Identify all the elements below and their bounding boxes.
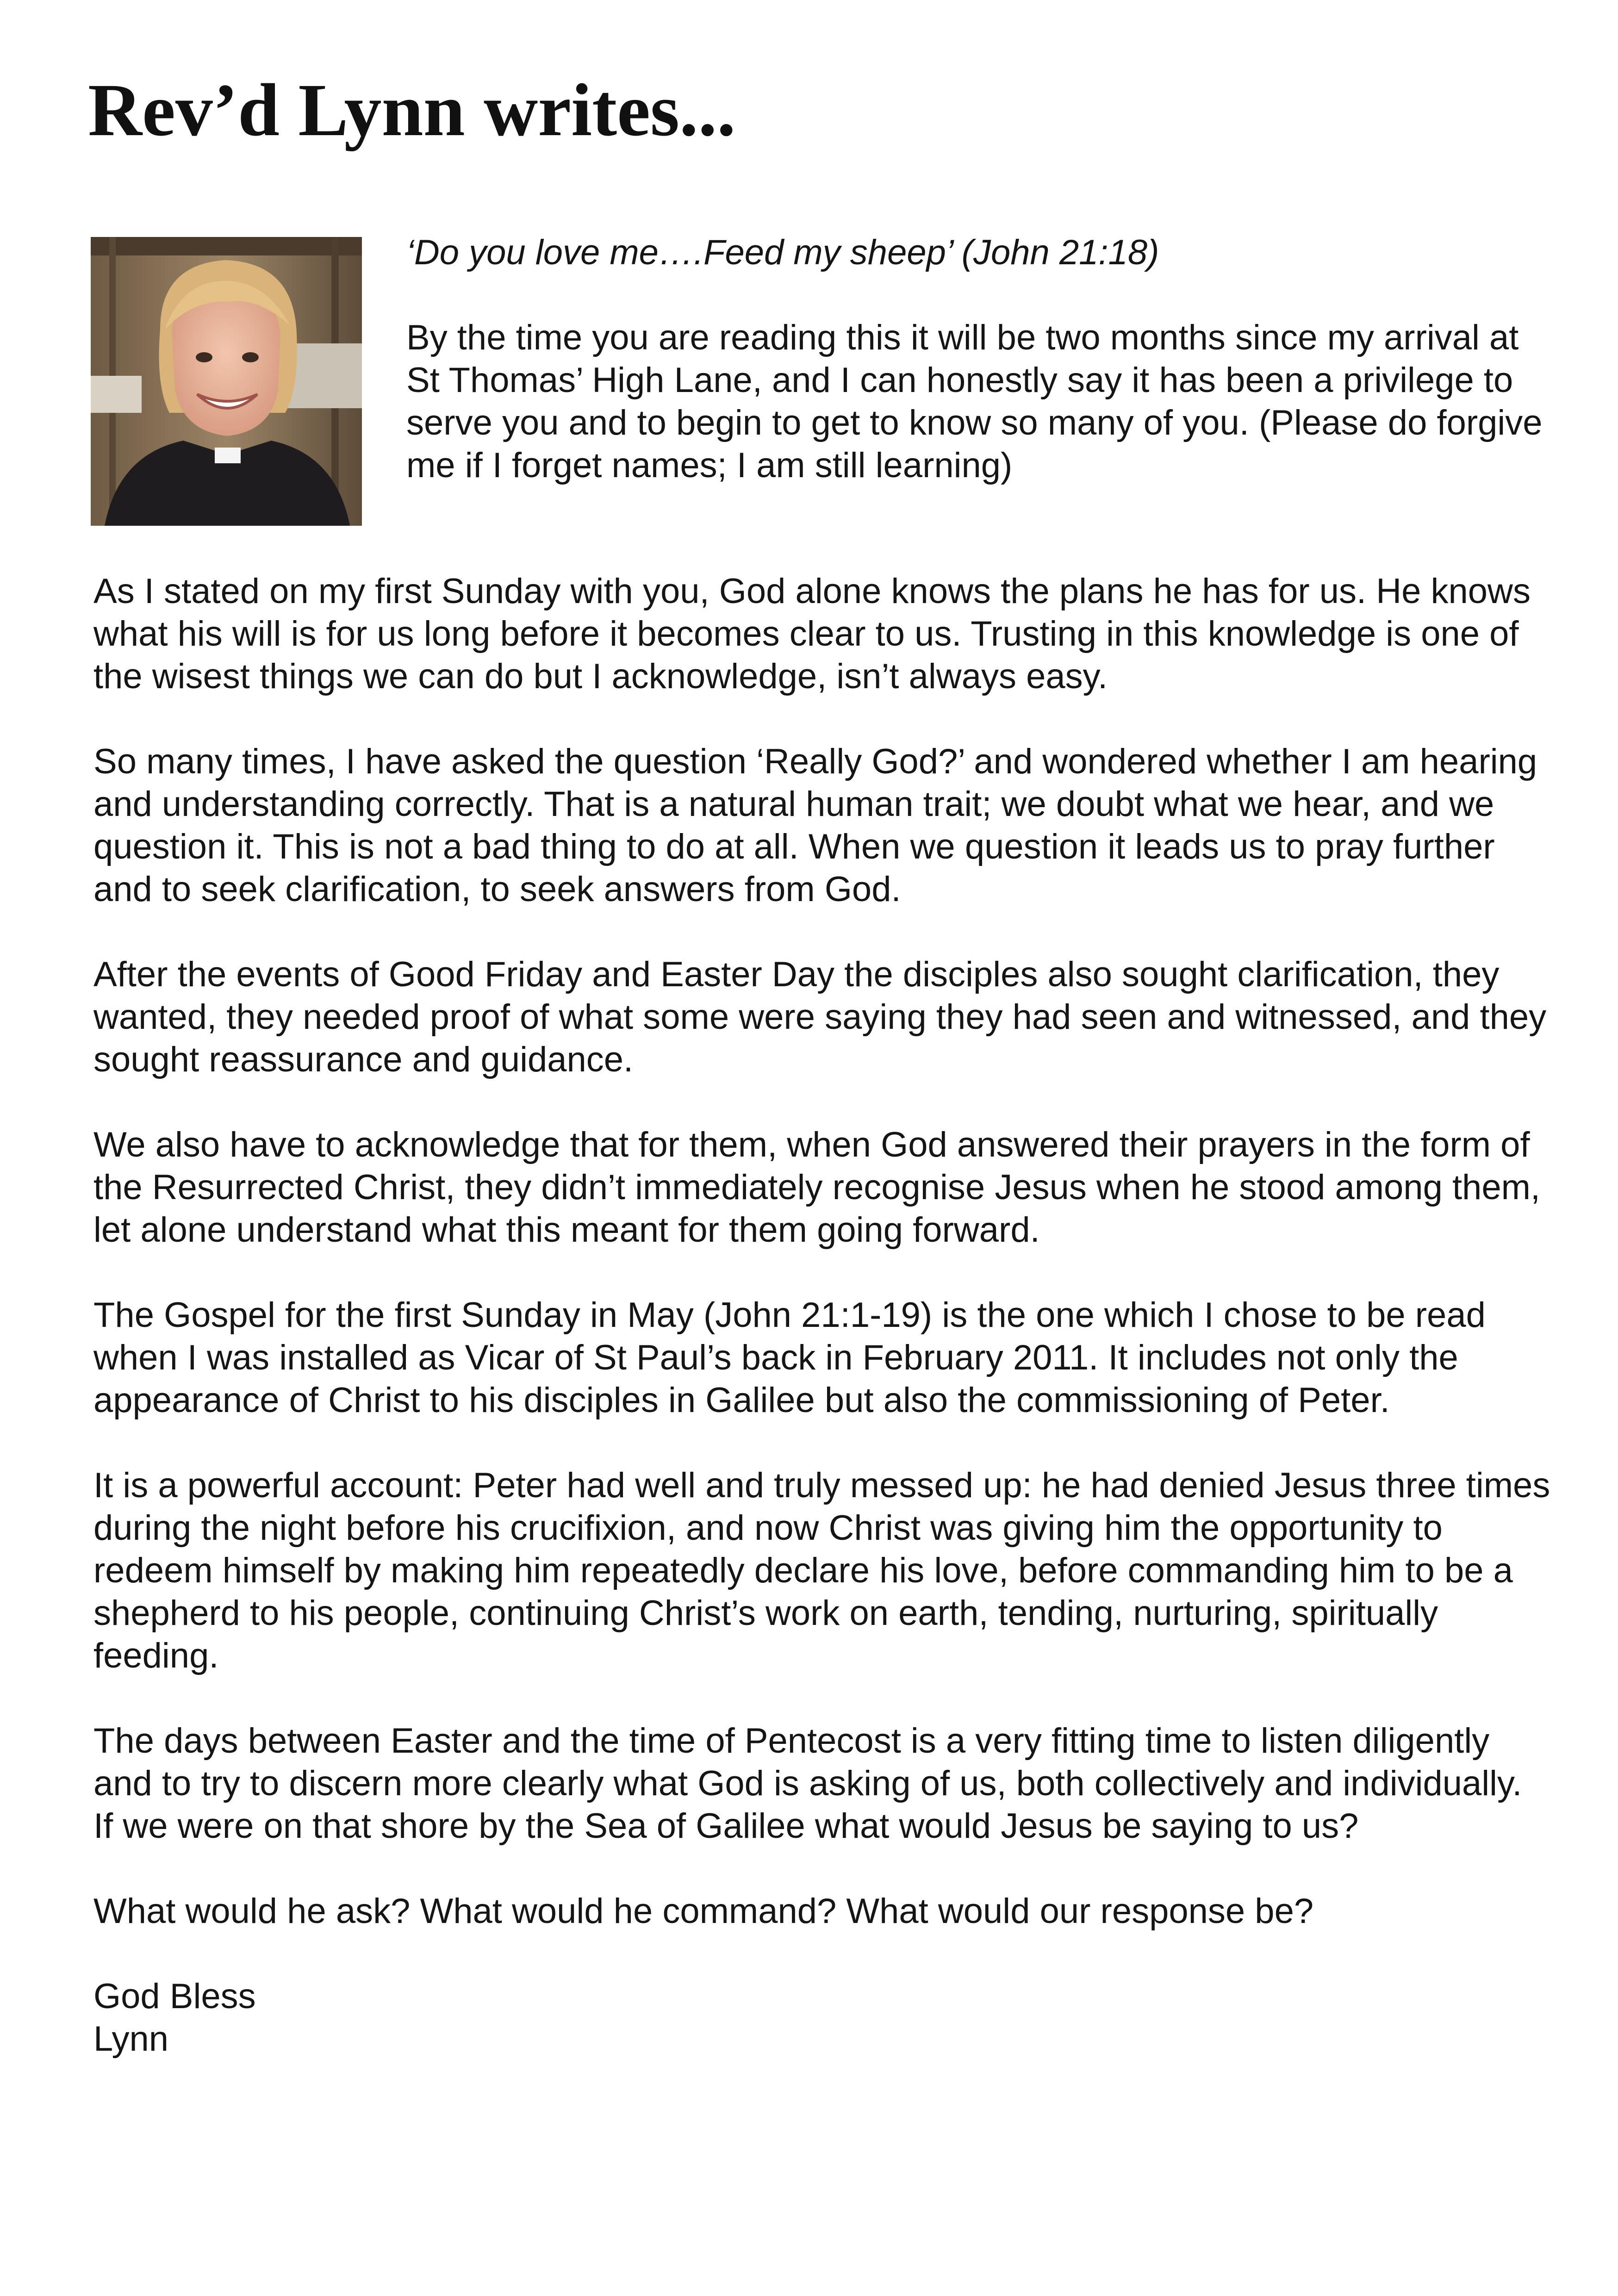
scripture-quote: ‘Do you love me….Feed my sheep’ (John 21:18): [406, 233, 1159, 272]
intro-block: [406, 231, 1545, 487]
signoff: [93, 1975, 1551, 2060]
paragraph: We also have to acknowledge that for them, when God answered their prayers in the form of the Resurrected Christ, they didn’t immediately recognise Jesus when he stood among them, let alone understand what this meant for them going forward.: [93, 1125, 1541, 1250]
paragraph: It is a powerful account: Peter had well and truly messed up: he had denied Jesus three times during the night before his crucifixion, and now Christ was giving him the opportunity to redeem himself by making him repeatedly declare his love, before commanding him to be a shepherd to his people, continuing Christ’s work on earth, tending, nurturing, spiritually feeding.: [93, 1466, 1550, 1675]
signoff-name: Lynn: [93, 2019, 168, 2059]
intro-paragraph: By the time you are reading this it will be two months since my arrival at St Thomas’ High Lane, and I can honestly say it has been a privilege to serve you and to begin to get to know so many of you. (Please do forgive me if I forget names; I am still learning): [406, 318, 1543, 485]
letter-body: [93, 570, 1551, 2060]
paragraph: The Gospel for the first Sunday in May (John 21:1-19) is the one which I chose to be read when I was installed as Vicar of St Paul’s back in February 2011. It includes not only the appearance of Christ to his disciples in Galilee but also the commissioning of Peter.: [93, 1295, 1486, 1420]
paragraph: So many times, I have asked the question ‘Really God?’ and wondered whether I am hearing and understanding correctly. That is a natural human trait; we doubt what we hear, and we question it. This is not a bad thing to do at all. When we question it leads us to pray further and to seek clarification, to seek answers from God.: [93, 742, 1537, 909]
signoff-blessing: God Bless: [93, 1977, 256, 2016]
portrait-icon: [91, 237, 362, 526]
paragraph: What would he ask? What would he command? What would our response be?: [93, 1892, 1314, 1931]
paragraph: As I stated on my first Sunday with you, God alone knows the plans he has for us. He knows what his will is for us long before it becomes clear to us. Trusting in this knowledge is one of the wisest things we can do but I acknowledge, isn’t always easy.: [93, 572, 1531, 696]
paragraph: The days between Easter and the time of Pentecost is a very fitting time to listen diligently and to try to discern more clearly what God is asking of us, both collectively and individually. If we were on that shore by the Sea of Galilee what would Jesus be saying to us?: [93, 1721, 1532, 1846]
portrait-photo: [91, 237, 362, 526]
paragraph: After the events of Good Friday and Easter Day the disciples also sought clarification, they wanted, they needed proof of what some were saying they had seen and witnessed, and they sought reassurance and guidance.: [93, 955, 1547, 1079]
page-title: Rev’d Lynn writes...: [88, 69, 736, 152]
